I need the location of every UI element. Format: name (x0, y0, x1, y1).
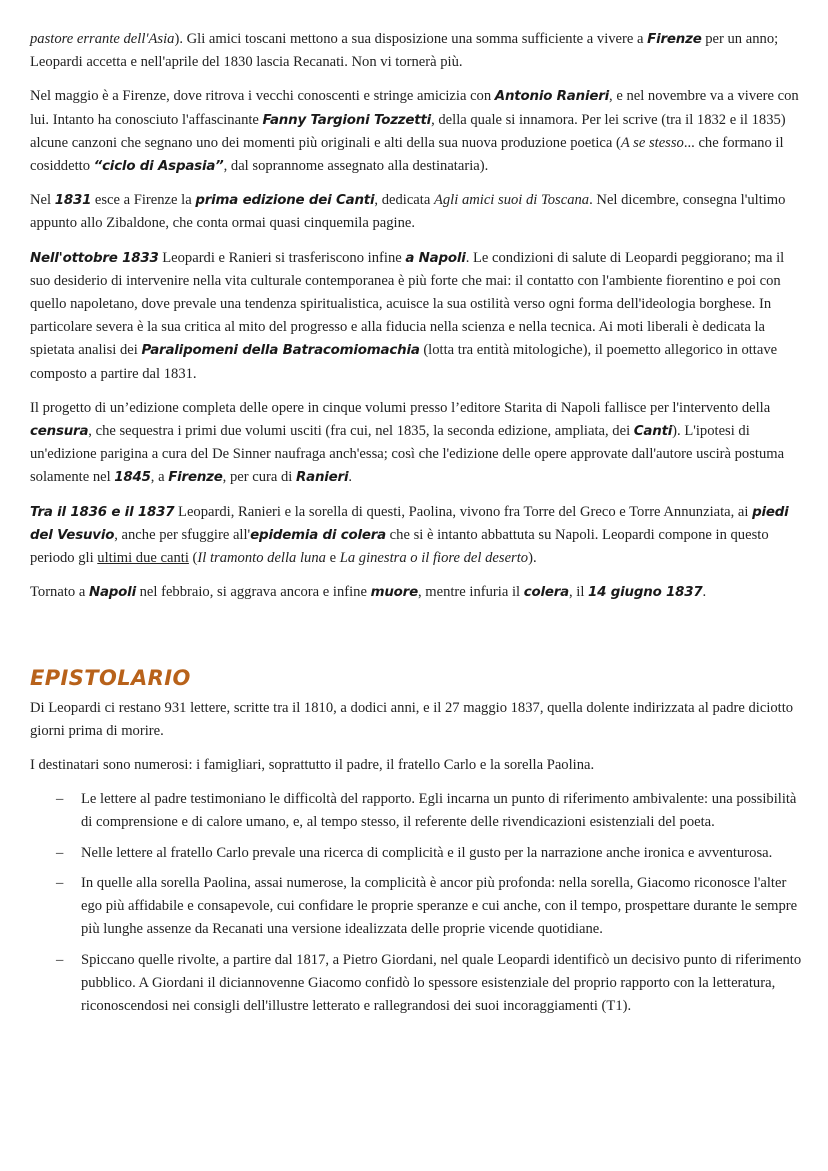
section-title-epistolario: EPISTOLARIO (30, 666, 191, 691)
list-item-carlo: – Nelle lettere al fratello Carlo prevale una ricerca di complicità e il gusto per la narrazione anche ironica e avventurosa. (54, 842, 804, 865)
highlight-a-napoli: a Napoli (405, 250, 466, 266)
highlight-14-giugno-1837: 14 giugno 1837 (588, 585, 703, 601)
highlight-epidemia-di-colera: epidemia di colera (250, 527, 387, 543)
paragraph-vesuvio: Tra il 1836 e il 1837 Leopardi, Ranieri e la sorella di questi, Paolina, vivono fra Torre del Greco e Torre Annunziata, ai piedi del Vesuvio, anche per sfuggire all'epidemia di colera che si è intanto abbattuta su Napoli. Leopardi compone in questo periodo gli ultimi due canti (Il tramonto della luna e La ginestra o il fiore del deserto). (30, 503, 789, 567)
highlight-colera: colera (523, 585, 569, 601)
work-title: Il tramonto della luna (197, 550, 326, 567)
highlight-ottobre-1833: Nell'ottobre 1833 (30, 250, 159, 266)
highlight-napoli: Napoli (88, 585, 136, 601)
highlight-ciclo-di-aspasia: “ciclo di Aspasia” (93, 159, 224, 175)
paragraph-firenze-move: pastore errante dell'Asia). Gli amici toscani mettono a sua disposizione una somma sufficiente a vivere a Firenze per un anno; Leopardi accetta e nell'aprile del 1830 lascia Recanati. Non vi tornerà più. (30, 31, 779, 71)
highlight-1845: 1845 (114, 470, 151, 486)
section-spacer (30, 615, 804, 667)
highlight-fanny-targioni-tozzetti: Fanny Targioni Tozzetti (262, 112, 432, 128)
list-item-paolina: – In quelle alla sorella Paolina, assai numerose, la complicità è ancor più profonda: nella sorella, Giacomo riconosce l'alter ego più affidabile e consapevole, cui confidare le proprie speranze e cui anche, con il tempo, prospettare durante le sempre più lunghe assenze da Recanati una versione idealizzata delle proprie vicende quotidiane. (54, 872, 804, 942)
list-item-padre: – Le lettere al padre testimoniano le difficoltà del rapporto. Egli incarna un punto di riferimento ambivalente: una possibilità di comprensione e di calore umano, e, al tempo stesso, il referente delle rivendicazioni esistenziali del poeta. (54, 788, 804, 834)
work-title: La ginestra o il fiore del deserto (339, 550, 529, 567)
paragraph-ranieri: Nel maggio è a Firenze, dove ritrova i vecchi conoscenti e stringe amicizia con Antonio Ranieri, e nel novembre va a vivere con lui. Intanto ha conosciuto l'affascinante Fanny Targioni Tozzetti, della quale si innamora. Per lei scrive (tra il 1832 e il 1835) alcune canzoni che segnano uno dei momenti più originali e alti della sua nuova produzione poetica (A se stesso... che formano il cosiddetto “ciclo di Aspasia”, dal soprannome assegnato alla destinataria). (30, 88, 799, 175)
paragraph-napoli-1833: Nell'ottobre 1833 Leopardi e Ranieri si trasferiscono infine a Napoli. Le condizioni di salute di Leopardi peggiorano; ma il suo desiderio di intervenire nella vita culturale contemporanea è più forte che mai: il contatto con l'ambiente fiorentino e poi con quello napoletano, dove prevale una tendenza spiritualistica, acuisce la sua ostilità verso ogni forma dell'ideologia borghese. In particolare severa è la sua critica al mito del progresso e alla fiducia nella scienza e nella tecnica. Ai moti liberali è dedicata la spietata analisi dei Paralipomeni della Batracomiomachia (lotta tra entità mitologiche), il poemetto allegorico in ottave composto a partire dal 1831. (30, 249, 785, 382)
paragraph-edizione-completa: Il progetto di un’edizione completa delle opere in cinque volumi presso l’editore Starita di Napoli fallisce per l'intervento della censura, che sequestra i primi due volumi usciti (fra cui, nel 1835, la seconda edizione, ampliata, dei Canti). L'ipotesi di un'edizione parigina a cura del De Sinner naufraga anch'essa; così che l'edizione delle opere approvate dall'autore uscirà postuma solamente nel 1845, a Firenze, per cura di Ranieri. (30, 399, 785, 486)
highlight-ranieri: Ranieri (296, 470, 349, 486)
underlined-ultimi-due-canti: ultimi due canti (97, 550, 189, 567)
work-title: pastore errante dell'Asia (30, 31, 175, 47)
paragraph-morte: Tornato a Napoli nel febbraio, si aggrava ancora e infine muore, mentre infuria il colera, il 14 giugno 1837. (30, 584, 707, 601)
highlight-1831: 1831 (54, 193, 92, 209)
highlight-muore: muore (370, 585, 418, 601)
highlight-piedi-del-vesuvio: piedi del Vesuvio (30, 504, 789, 543)
paragraph-epistolario-intro: Di Leopardi ci restano 931 lettere, scritte tra il 1810, a dodici anni, e il 27 maggio 1837, quella dolente indirizzata al padre diciotto giorni prima di morire. (30, 699, 794, 739)
paragraph-1831: Nel 1831 esce a Firenze la prima edizione dei Canti, dedicata Agli amici suoi di Toscana. Nel dicembre, consegna l'ultimo appunto allo Zibaldone, che conta ormai quasi cinquemila pagine. (30, 192, 786, 232)
list-item-giordani: – Spiccano quelle rivolte, a partire dal 1817, a Pietro Giordani, nel quale Leopardi identificò un decisivo punto di riferimento pubblico. A Giordani il diciannovenne Giacomo confidò lo spessore esistenziale del proprio rapporto con la letteratura, riconoscendosi nei consigli dell'illustre letterato e rallegrandosi dei suoi incoraggiamenti (T1). (54, 949, 804, 1019)
highlight-antonio-ranieri: Antonio Ranieri (494, 89, 610, 105)
highlight-1836-1837: Tra il 1836 e il 1837 (30, 504, 175, 520)
highlight-prima-edizione: prima edizione dei Canti (195, 193, 375, 209)
highlight-paralipomeni: Paralipomeni della Batracomiomachia (141, 343, 420, 359)
letters-list (30, 788, 804, 1018)
paragraph-destinatari: I destinatari sono numerosi: i famigliari, soprattutto il padre, il fratello Carlo e la sorella Paolina. (30, 757, 595, 774)
highlight-censura: censura (30, 424, 89, 440)
work-title: Agli amici suoi di Toscana (433, 192, 590, 209)
highlight-firenze: Firenze (168, 470, 223, 486)
highlight-firenze: Firenze (647, 32, 702, 47)
work-title: A se stesso (620, 134, 684, 151)
highlight-canti: Canti (633, 424, 673, 440)
